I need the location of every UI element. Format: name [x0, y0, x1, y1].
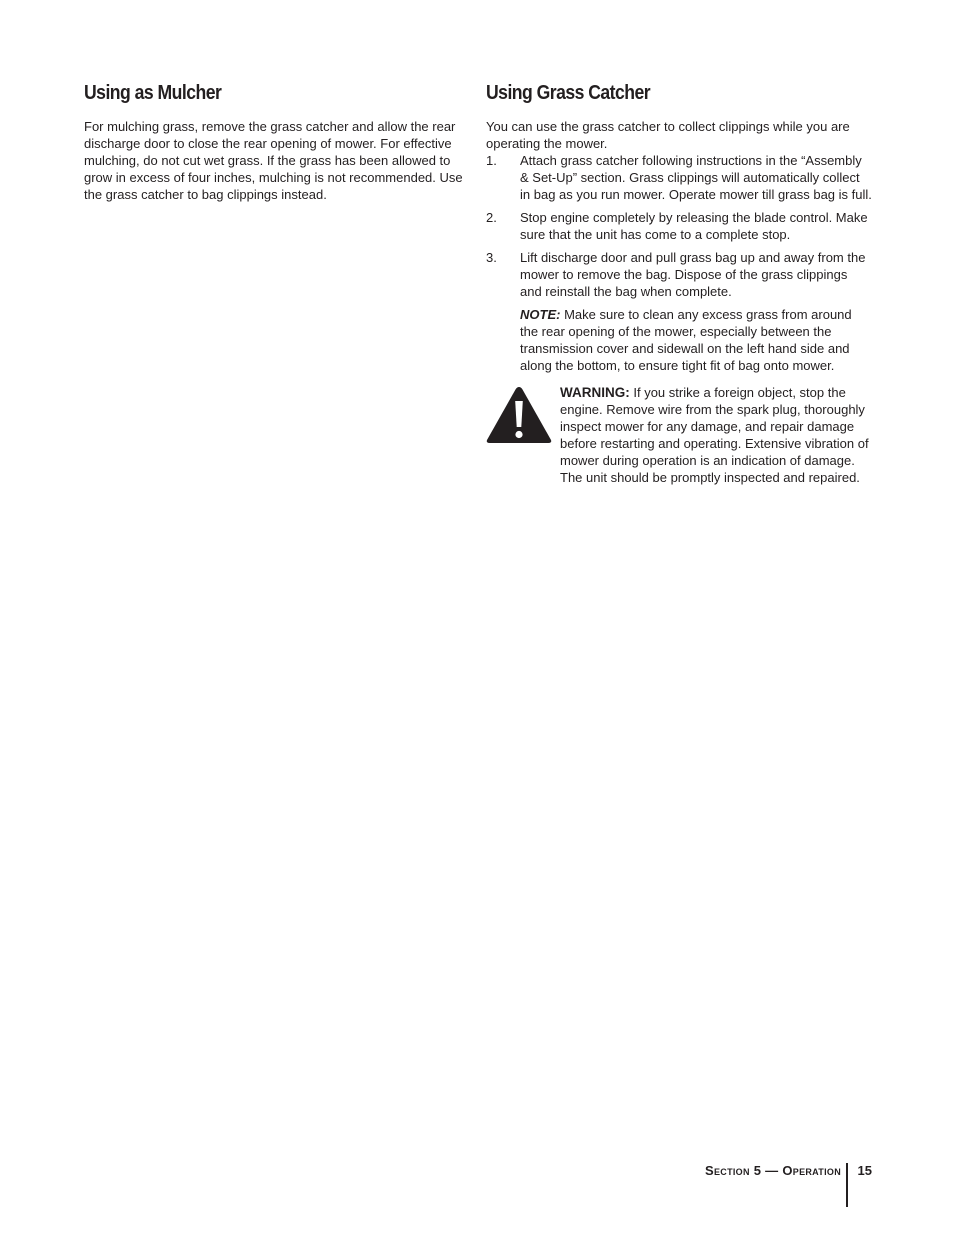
step-number: 2.: [486, 210, 497, 225]
list-item: [486, 152, 872, 203]
section-label: Section 5 — Operation: [705, 1163, 841, 1178]
warning-body: If you strike a foreign object, stop the engine. Remove wire from the spark plug, thoroughly inspect mower for any damage, and repair damage before restarting and operating. Extensive vibration of mower during operation is an indication of damage. The unit should be promptly inspected and repaired.: [560, 385, 869, 485]
grass-catcher-heading: Using Grass Catcher: [486, 82, 651, 104]
warning-lead: WARNING:: [560, 385, 630, 400]
warning-block: [486, 384, 872, 486]
left-column: [84, 80, 470, 203]
page-footer: [612, 1163, 872, 1207]
warning-triangle-icon: [486, 386, 552, 444]
list-item: [486, 249, 872, 300]
steps-list: [486, 152, 872, 300]
right-column: [486, 80, 872, 486]
list-item: [486, 209, 872, 243]
mulcher-heading: Using as Mulcher: [84, 82, 222, 104]
footer-divider: [846, 1163, 848, 1207]
mulcher-body: For mulching grass, remove the grass catcher and allow the rear discharge door to close the rear opening of mower. For effective mulching, do not cut wet grass. If the grass has been allowed to grow in excess of four inches, mulching is not recommended. Use the grass catcher to bag clippings instead.: [84, 119, 463, 202]
note-lead: NOTE:: [520, 307, 561, 322]
note-text: Make sure to clean any excess grass from around the rear opening of the mower, especially between the transmission cover and sidewall on the left hand side and along the bottom, to ensure tight fit of bag onto mower.: [520, 307, 852, 373]
step-number: 3.: [486, 250, 497, 265]
step-number: 1.: [486, 153, 497, 168]
warning-text: [560, 384, 872, 486]
grass-catcher-intro: You can use the grass catcher to collect clippings while you are operating the mower.: [486, 119, 850, 151]
page-number: 15: [857, 1163, 872, 1178]
step-text: Lift discharge door and pull grass bag up and away from the mower to remove the bag. Dispose of the grass clippings and reinstall the bag when complete.: [520, 250, 866, 299]
step-text: Stop engine completely by releasing the blade control. Make sure that the unit has come to a complete stop.: [520, 210, 868, 242]
step-text: Attach grass catcher following instructions in the “Assembly & Set-Up” section. Grass clippings will automatically collect in bag as you run mower. Operate mower till grass bag is full.: [520, 153, 872, 202]
note: [520, 306, 872, 374]
